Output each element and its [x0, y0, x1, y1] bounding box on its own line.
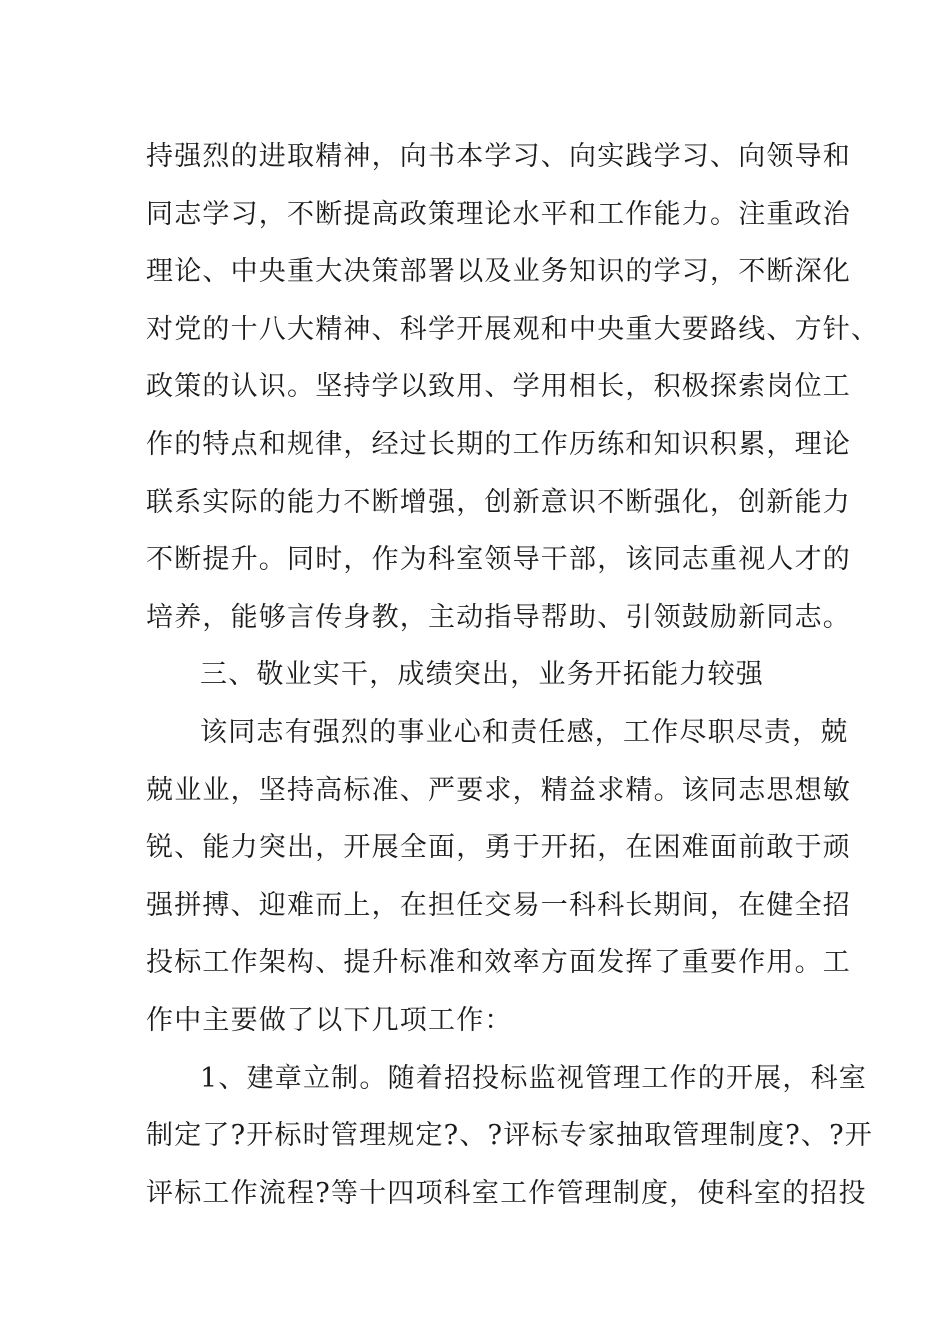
text-line: 投标工作架构、提升标准和效率方面发挥了重要作用。工 [146, 947, 851, 979]
text-line: 同志学习，不断提高政策理论水平和工作能力。注重政治 [146, 198, 851, 230]
text-line: 政策的认识。坚持学以致用、学用相长，积极探索岗位工 [146, 371, 851, 403]
text-line: 培养，能够言传身教，主动指导帮助、引领鼓励新同志。 [146, 601, 851, 633]
text-line: 理论、中央重大决策部署以及业务知识的学习，不断深化 [146, 256, 851, 288]
text-line: 强拼搏、迎难而上，在担任交易一科科长期间，在健全招 [146, 889, 851, 921]
text-line: 对党的十八大精神、科学开展观和中央重大要路线、方针、 [146, 313, 880, 345]
body-text [146, 128, 880, 1222]
numbered-item: 1、建章立制。随着招投标监视管理工作的开展，科室 [200, 1062, 867, 1094]
text-line: 评标工作流程?等十四项科室工作管理制度，使科室的招投 [146, 1177, 867, 1209]
text-line: 锐、能力突出，开展全面，勇于开拓，在困难面前敢于顽 [146, 832, 851, 864]
text-line: 作的特点和规律，经过长期的工作历练和知识积累，理论 [146, 428, 851, 460]
text-line: 该同志有强烈的事业心和责任感，工作尽职尽责，兢 [200, 716, 849, 748]
text-line: 兢业业，坚持高标准、严要求，精益求精。该同志思想敏 [146, 774, 851, 806]
text-line: 持强烈的进取精神，向书本学习、向实践学习、向领导和 [146, 141, 851, 172]
section-heading: 三、敬业实干，成绩突出，业务开拓能力较强 [200, 659, 764, 691]
text-line: 制定了?开标时管理规定?、?评标专家抽取管理制度?、?开 [146, 1120, 873, 1152]
text-line: 联系实际的能力不断增强，创新意识不断强化，创新能力 [146, 486, 851, 518]
text-line: 作中主要做了以下几项工作： [146, 1004, 513, 1036]
text-line: 不断提升。同时，作为科室领导干部，该同志重视人才的 [146, 544, 851, 576]
